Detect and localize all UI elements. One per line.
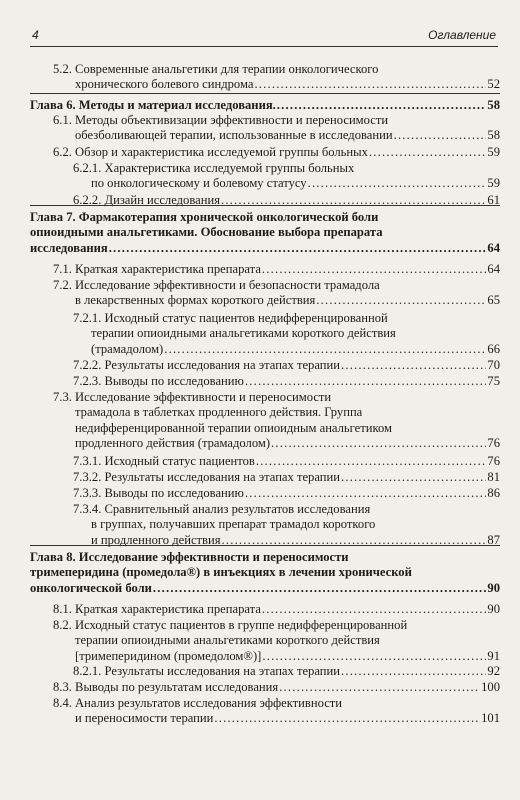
toc-entry-text: обезболивающей терапии, использованные в исследовании [75,128,393,143]
toc-entry-text: Глава 6. Методы и материал исследования. [30,98,276,112]
toc-entry-text: хронического болевого синдрома [75,77,254,92]
section-divider [30,545,500,546]
toc-entry-text: 7.3.2. Результаты исследования на этапах терапии [73,470,340,484]
toc-page-number: 100 [481,680,500,694]
dot-leader [221,193,486,208]
toc-chapter-entry[interactable] [30,210,500,256]
toc-entry-text: в лекарственных формах короткого действия [75,293,316,308]
toc-entry-text: 7.1. Краткая характеристика препарата [53,262,261,276]
toc-page-number: 87 [487,532,500,547]
dot-leader [271,436,486,451]
toc-entry[interactable] [73,358,500,373]
toc-entry[interactable] [53,618,500,664]
toc-page-number: 90 [487,580,500,595]
toc-entry-text: терапии опиоидными анальгетиками короткого действия [91,326,396,341]
toc-entry[interactable] [53,113,500,144]
toc-page-number: 66 [487,341,500,356]
toc-entry-text: 8.4. Анализ результатов исследования эффективности [53,696,343,710]
toc-page-number: 91 [487,648,500,663]
toc-chapter-entry[interactable] [30,550,500,596]
toc-entry-text: трамадола в таблетках продленного действия. Группа [75,405,363,420]
toc-entry-text: 6.1. Методы объективизации эффективности и переносимости [53,113,389,127]
toc-entry-text: 7.3.4. Сравнительный анализ результатов исследования [73,502,371,516]
toc-entry-text: по онкологическому и болевому статусу [91,176,307,191]
toc-page-number: 65 [487,293,500,308]
toc-entry[interactable] [73,193,500,208]
toc-entry[interactable] [53,62,500,93]
dot-leader [164,342,486,357]
toc-entry-text: 7.2.3. Выводы по исследованию [73,374,244,388]
toc-entry[interactable] [73,311,500,357]
toc-entry-text: исследования [30,240,108,255]
toc-page-number: 70 [487,358,500,372]
toc-entry[interactable] [73,486,500,501]
toc-entry[interactable] [53,278,500,309]
dot-leader [153,581,486,596]
toc-entry[interactable] [53,680,500,695]
toc-page-number: 101 [481,711,500,726]
toc-entry-text: терапии опиоидными анальгетиками короткого действия [75,633,380,648]
toc-entry-text: онкологической боли [30,580,152,595]
dot-leader [316,293,486,308]
toc-page-number: 90 [487,602,500,616]
dot-leader [369,145,486,160]
toc-entry[interactable] [53,262,500,277]
toc-entry[interactable] [53,145,500,160]
dot-leader [109,241,487,256]
dot-leader [394,128,487,143]
toc-entry[interactable] [53,390,500,451]
dot-leader [245,486,486,501]
dot-leader [341,470,486,485]
toc-entry[interactable] [53,602,500,617]
dot-leader [341,664,486,679]
toc-entry-text: опиоидными анальгетиками. Обоснование выбора препарата [30,225,383,240]
toc-entry[interactable] [73,470,500,485]
toc-page-number: 59 [487,176,500,191]
toc-entry-text: (трамадолом) [91,341,164,356]
dot-leader [308,176,487,191]
page-number: 4 [32,28,39,42]
toc-entry-text: и продленного действия [91,532,221,547]
section-divider [30,205,500,206]
toc-page-number: 58 [487,98,500,112]
dot-leader [277,98,487,113]
toc-page-number: 86 [487,486,500,500]
toc-page-number: 81 [487,470,500,484]
toc-page-number: 64 [487,240,500,255]
toc-entry-text: 6.2.1. Характеристика исследуемой группы больных [73,161,355,175]
toc-entry-text: 8.1. Краткая характеристика препарата [53,602,261,616]
toc-entry[interactable] [73,161,500,192]
toc-chapter-entry[interactable] [30,98,500,113]
toc-entry-text: в группах, получавших препарат трамадол короткого [91,517,376,532]
dot-leader [262,602,486,617]
toc-page-number: 61 [487,193,500,207]
toc-entry-text: [тримеперидином (промедолом®)] [75,648,262,663]
dot-leader [256,454,487,469]
toc-entry-text: продленного действия (трамадолом) [75,435,271,450]
toc-entry-text: 7.3.1. Исходный статус пациентов [73,454,255,468]
toc-page-number: 58 [487,128,500,143]
toc-entry-text: 6.2. Обзор и характеристика исследуемой группы больных [53,145,368,159]
dot-leader [279,680,480,695]
toc-entry[interactable] [73,502,500,548]
running-header [30,22,498,47]
toc-entry-text: 5.2. Современные анальгетики для терапии онкологического [53,62,379,76]
dot-leader [262,649,486,664]
dot-leader [341,358,486,373]
toc-entry[interactable] [53,696,500,727]
running-title: Оглавление [428,28,496,42]
toc-entry-text: Глава 8. Исследование эффективности и переносимости [30,550,349,564]
toc-entry-text: 8.2. Исходный статус пациентов в группе недифференцированной [53,618,408,632]
toc-entry-text: и переносимости терапии [75,711,214,726]
section-divider [30,93,500,94]
toc-entry-text: недифференцированной терапии опиоидным анальгетиком [75,420,392,435]
toc-page-number: 76 [487,435,500,450]
toc-entry-text: 7.2.1. Исходный статус пациентов недифференцированной [73,311,388,325]
toc-entry-text: 7.2.2. Результаты исследования на этапах терапии [73,358,340,372]
toc-page-number: 59 [487,145,500,159]
toc-entry[interactable] [73,664,500,679]
toc-page-number: 92 [487,664,500,678]
dot-leader [262,262,486,277]
toc-entry-text: Глава 7. Фармакотерапия хронической онкологической боли [30,210,379,224]
toc-entry-text: 7.2. Исследование эффективности и безопасности трамадола [53,278,380,292]
toc-page-number: 52 [487,77,500,92]
toc-page-number: 75 [487,374,500,388]
toc-page-number: 64 [487,262,500,276]
toc-entry-text: 8.2.1. Результаты исследования на этапах терапии [73,664,340,678]
toc-page-number: 76 [487,454,500,468]
toc-entry-text: 6.2.2. Дизайн исследования [73,193,220,207]
toc-entry-text: 7.3. Исследование эффективности и переносимости [53,390,332,404]
dot-leader [245,374,486,389]
toc-entry[interactable] [73,374,500,389]
toc-entry-text: 8.3. Выводы по результатам исследования [53,680,279,694]
toc-entry-text: 7.3.3. Выводы по исследованию [73,486,244,500]
dot-leader [214,711,480,726]
toc-entry-text: тримеперидина (промедола®) в инъекциях в лечении хронической [30,565,412,580]
dot-leader [254,77,486,92]
toc-entry[interactable] [73,454,500,469]
